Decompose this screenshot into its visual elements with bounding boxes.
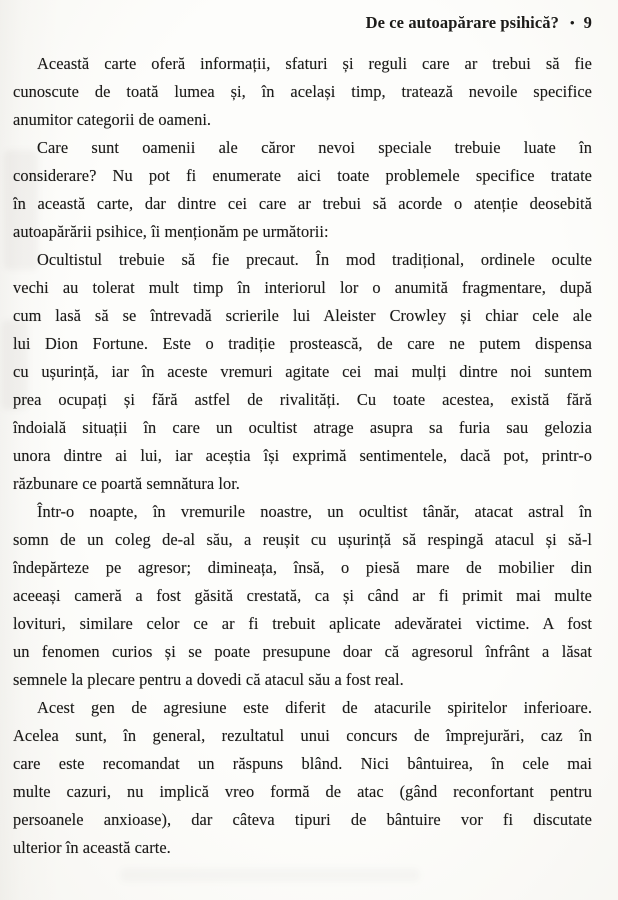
text-line: vechi au tolerat mult timp în interiorul lor o anumită fragmentare, după xyxy=(13,278,592,297)
running-head-title: De ce autoapărare psihică? xyxy=(365,13,559,32)
text-line: cum lasă să se întrevadă scrierile lui Aleister Crowley și chiar cele ale xyxy=(13,306,592,325)
text-line: Acelea sunt, în general, rezultatul unui concurs de împrejurări, caz în xyxy=(13,726,592,745)
text-line: unora dintre ai lui, iar aceștia își exprimă sentimentele, dacă pot, printr-o xyxy=(13,446,592,465)
text-line: semnele la plecare pentru a dovedi că atacul său a fost real. xyxy=(13,670,404,689)
text-line: Într-o noapte, în vremurile noastre, un ocultist tânăr, atacat astral în xyxy=(37,502,592,521)
text-line: cunoscute de toată lumea și, în același timp, tratează nevoile specifice xyxy=(13,82,592,101)
text-line: lui Dion Fortune. Este o tradiție prostească, de care ne putem dispensa xyxy=(13,334,592,353)
text-line: îndoială situații în care un ocultist atrage asupra sa furia sau gelozia xyxy=(13,418,592,437)
page-showthrough xyxy=(120,868,420,882)
text-line: anumitor categorii de oameni. xyxy=(13,110,212,129)
text-line: considerare? Nu pot fi enumerate aici toate problemele specifice tratate xyxy=(13,166,592,185)
text-line: Care sunt oamenii ale căror nevoi speciale trebuie luate în xyxy=(37,138,592,157)
text-line: Această carte oferă informații, sfaturi și reguli care ar trebui să fie xyxy=(37,54,592,73)
text-line: Acest gen de agresiune este diferit de atacurile spiritelor inferioare. xyxy=(37,698,592,717)
text-line: cu ușurință, iar în aceste vremuri agitate cei mai mulți dintre noi suntem xyxy=(13,362,592,381)
text-line: prea ocupați și fără astfel de rivalități. Cu toate acestea, există fără xyxy=(13,390,592,409)
text-line: lovituri, similare celor ce ar fi trebuit aplicate adevăratei victime. A fost xyxy=(13,614,592,633)
text-line: Ocultistul trebuie să fie precaut. În mod tradițional, ordinele oculte xyxy=(37,250,592,269)
text-line: îndepărteze pe agresor; dimineața, însă, o piesă mare de mobilier din xyxy=(13,558,592,577)
text-line: aceeași cameră a fost găsită crestată, ca și când ar fi primit mai multe xyxy=(13,586,592,605)
page-body-text xyxy=(13,50,592,862)
text-line: în această carte, dar dintre cei care ar trebui să acorde o atenție deosebită xyxy=(13,194,592,213)
text-line: ulterior în această carte. xyxy=(13,838,171,857)
text-line: somn de un coleg de-al său, a reușit cu ușurință să respingă atacul și să-l xyxy=(13,530,592,549)
text-line: care este recomandat un răspuns blând. Nici bântuirea, în cele mai xyxy=(13,754,592,773)
text-line: multe cazuri, nu implică vreo formă de atac (gând reconfortant pentru xyxy=(13,782,592,801)
running-header xyxy=(13,13,592,33)
text-line: autoapărării psihice, îi menționăm pe următorii: xyxy=(13,222,329,241)
text-line: persoanele anxioase), dar câteva tipuri de bântuire vor fi discutate xyxy=(13,810,592,829)
page-number: 9 xyxy=(583,13,592,32)
text-line: un fenomen curios și se poate presupune doar că agresorul înfrânt a lăsat xyxy=(13,642,592,661)
bullet-separator-icon: • xyxy=(569,15,575,30)
text-line: răzbunare ce poartă semnătura lor. xyxy=(13,474,240,493)
